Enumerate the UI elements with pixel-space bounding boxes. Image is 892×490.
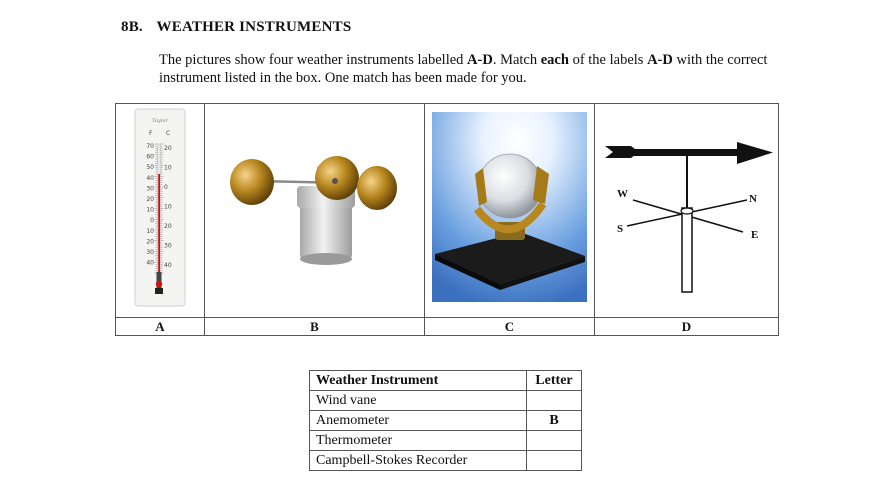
picture-label-b: B <box>205 318 425 336</box>
glass-sphere <box>478 154 542 218</box>
vane-arrowhead <box>737 142 773 164</box>
picture-label-a: A <box>116 318 205 336</box>
cup-center <box>315 156 359 200</box>
intro-text: . Match <box>492 52 541 68</box>
header-instrument: Weather Instrument <box>310 371 527 391</box>
wind-vane-icon <box>595 104 778 312</box>
intro-bold: A-D <box>467 52 493 68</box>
thermometer-icon <box>116 104 204 312</box>
letter-answer-field[interactable] <box>527 451 582 471</box>
picture-cell-d <box>595 104 779 318</box>
brand-label: Taylor <box>152 118 168 124</box>
fahrenheit-tick-label: 10 <box>146 227 154 235</box>
vane-label-w: W <box>617 188 628 200</box>
letter-answer-field[interactable] <box>527 391 582 411</box>
instructions <box>159 51 799 87</box>
intro-bold: A-D <box>647 52 673 68</box>
bulb <box>156 281 162 287</box>
anemometer-icon <box>205 104 424 312</box>
section-heading <box>121 19 351 36</box>
table-row <box>310 431 582 451</box>
fahrenheit-tick-label: 40 <box>146 174 154 182</box>
cup-left <box>230 159 274 205</box>
celsius-tick-label: 30 <box>164 242 172 250</box>
celsius-tick-label: 0 <box>164 184 168 191</box>
fahrenheit-tick-label: 30 <box>146 185 154 193</box>
header-letter: Letter <box>527 371 582 391</box>
campbell-stokes-recorder-icon <box>425 104 594 312</box>
celsius-tick-label: 10 <box>164 203 172 211</box>
celsius-tick-label: 20 <box>164 223 172 230</box>
table-row <box>310 451 582 471</box>
fahrenheit-tick-label: 30 <box>146 249 154 256</box>
vane-label-n: N <box>749 193 757 205</box>
mercury-column <box>158 174 160 278</box>
vane-label-s: S <box>617 223 624 235</box>
pictures-table <box>115 103 779 336</box>
table-row <box>310 411 582 431</box>
table-row <box>310 391 582 411</box>
section-title: WEATHER INSTRUMENTS <box>156 19 352 35</box>
fahrenheit-tick-label: 10 <box>146 206 154 214</box>
c-label: C <box>166 130 171 137</box>
celsius-tick-label: 40 <box>164 262 172 269</box>
picture-cell-a <box>116 104 205 318</box>
fahrenheit-tick-label: 70 <box>146 143 154 150</box>
picture-label-d: D <box>595 318 779 336</box>
cup-right <box>357 166 397 210</box>
answer-table <box>309 370 582 471</box>
intro-bold: each <box>540 52 569 68</box>
instrument-name: Thermometer <box>310 431 527 451</box>
answer-table-header <box>310 371 582 391</box>
vane-label-e: E <box>751 229 759 241</box>
letter-answer-field[interactable] <box>527 431 582 451</box>
fahrenheit-tick-label: 40 <box>146 259 154 267</box>
instrument-name: Wind vane <box>310 391 527 411</box>
section-number: 8B. <box>121 19 143 35</box>
celsius-tick-label: 20 <box>164 145 172 152</box>
instrument-name: Anemometer <box>310 411 527 431</box>
picture-cell-c <box>425 104 595 318</box>
intro-text: of the labels <box>568 52 648 68</box>
fahrenheit-tick-label: 50 <box>146 164 154 172</box>
fahrenheit-tick-label: 20 <box>146 196 154 203</box>
fahrenheit-tick-label: 60 <box>146 153 154 161</box>
celsius-tick-label: 10 <box>164 164 172 172</box>
fahrenheit-tick-label: 20 <box>146 238 154 246</box>
vane-shaft <box>631 149 741 156</box>
vane-post <box>682 208 692 292</box>
f-label: F <box>149 130 153 137</box>
picture-label-c: C <box>425 318 595 336</box>
picture-cell-b <box>205 104 425 318</box>
intro-text: The pictures show four weather instruments labelled <box>159 52 468 68</box>
intro-text: with the correct instrument listed in the box. One match has been made for you. <box>159 52 768 86</box>
instrument-name: Campbell-Stokes Recorder <box>310 451 527 471</box>
letter-answer-field[interactable]: B <box>527 411 582 431</box>
fahrenheit-tick-label: 0 <box>150 217 154 225</box>
